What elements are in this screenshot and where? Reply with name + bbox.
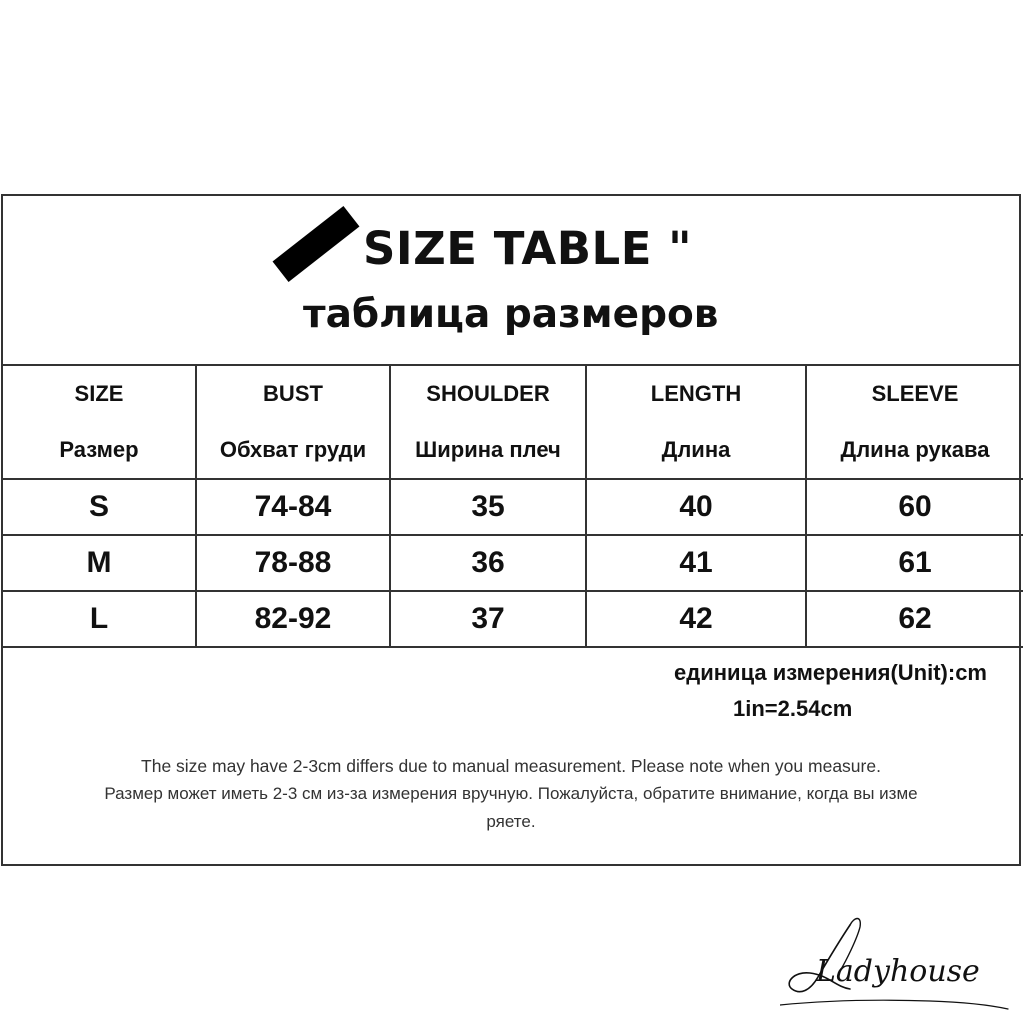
chart-footer [3, 652, 1019, 864]
column-header-ru: Длина [661, 437, 731, 462]
column-header-size [3, 366, 196, 479]
column-header-ru: Размер [59, 437, 139, 462]
shoulder-cell: 35 [390, 479, 586, 535]
column-header-ru: Ширина плеч [415, 437, 561, 462]
header-row [3, 366, 1023, 479]
size-chart [1, 194, 1021, 866]
column-header-en: LENGTH [650, 381, 742, 406]
length-cell: 40 [586, 479, 806, 535]
note-russian: Размер может иметь 2-3 см из-за измерения вручную. Пожалуйста, обратите внимание, когда вы изме [104, 784, 918, 803]
column-header-en: SHOULDER [426, 381, 550, 406]
column-header-en: BUST [263, 381, 323, 406]
conversion-label: 1in=2.54cm [733, 696, 853, 721]
sleeve-cell: 61 [806, 535, 1023, 591]
size-cell: L [3, 591, 196, 647]
length-cell: 42 [586, 591, 806, 647]
column-header-ru: Обхват груди [219, 437, 367, 462]
brand-wordmark: Ladyhouse [816, 954, 980, 989]
unit-label: единица измерения(Unit):cm [674, 660, 987, 685]
size-cell: M [3, 535, 196, 591]
table-row [3, 479, 1023, 535]
table-row [3, 591, 1023, 647]
table-row [3, 535, 1023, 591]
column-header-shoulder [390, 366, 586, 479]
length-cell: 41 [586, 535, 806, 591]
bust-cell: 74-84 [196, 479, 390, 535]
column-header-length [586, 366, 806, 479]
slash-icon [273, 206, 360, 282]
brand-logo [780, 905, 1010, 1015]
bust-cell: 78-88 [196, 535, 390, 591]
column-header-en: SIZE [74, 381, 124, 406]
bust-cell: 82-92 [196, 591, 390, 647]
shoulder-cell: 36 [390, 535, 586, 591]
title-english: SIZE TABLE " [363, 222, 693, 275]
column-header-sleeve [806, 366, 1023, 479]
column-header-en: SLEEVE [871, 381, 959, 406]
size-cell: S [3, 479, 196, 535]
note-russian-continued: ряете. [486, 812, 536, 831]
note-english: The size may have 2-3cm differs due to manual measurement. Please note when you measure. [141, 756, 881, 776]
sleeve-cell: 60 [806, 479, 1023, 535]
chart-header [3, 196, 1019, 366]
column-header-ru: Длина рукава [840, 437, 990, 462]
sleeve-cell: 62 [806, 591, 1023, 647]
shoulder-cell: 37 [390, 591, 586, 647]
column-header-bust [196, 366, 390, 479]
size-table [3, 366, 1023, 648]
title-russian: таблица размеров [303, 292, 719, 337]
